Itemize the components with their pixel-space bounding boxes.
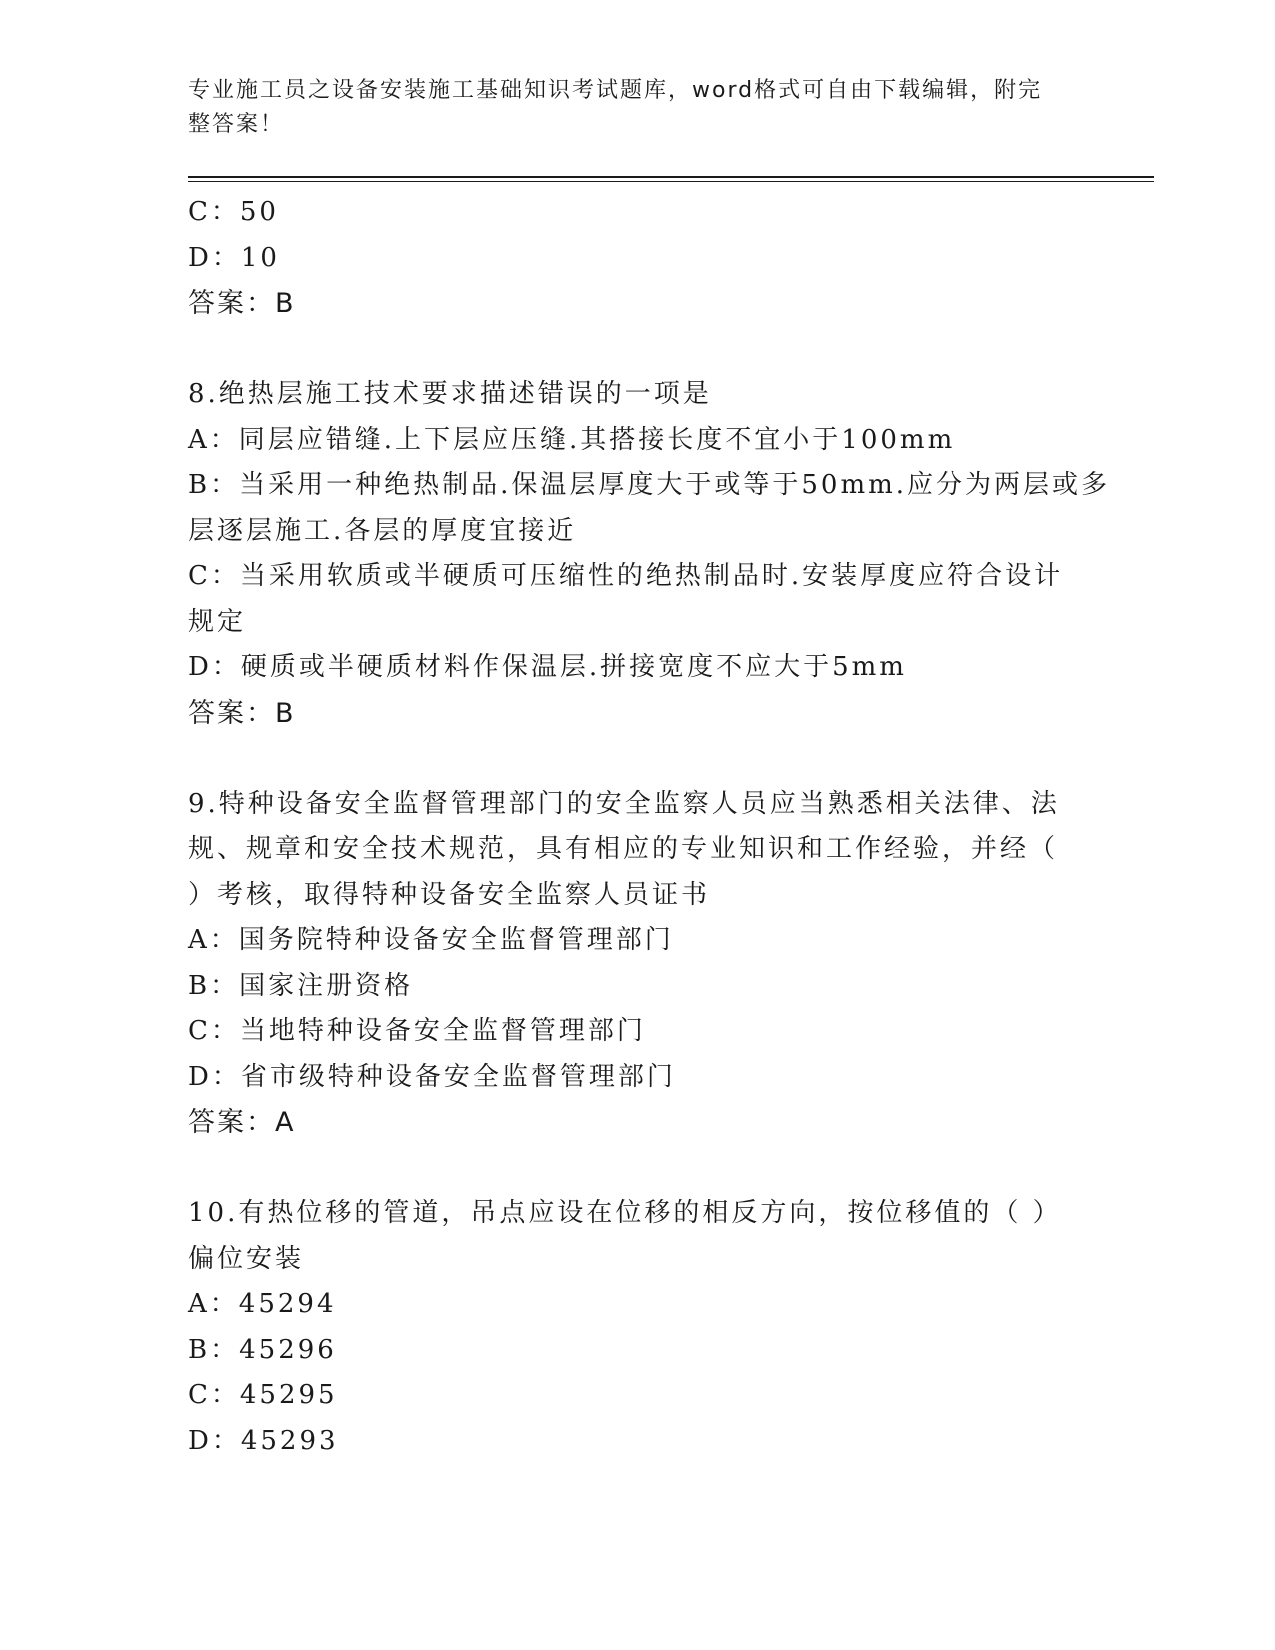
option-c: C：45295 (188, 1380, 338, 1410)
header-rule-thin (188, 181, 1154, 182)
option-b: B：国家注册资格 (188, 970, 414, 1001)
option-d: D：10 (188, 242, 280, 273)
question-stem: 10.有热位移的管道，吊点应设在位移的相反方向，按位移值的（ ） (188, 1198, 1062, 1228)
header-line-2: 整答案！ (188, 112, 285, 137)
option-c: C：50 (188, 197, 279, 227)
question-stem: 8.绝热层施工技术要求描述错误的一项是 (188, 379, 712, 409)
spacer (188, 736, 1088, 782)
spacer (188, 327, 1088, 373)
option-d: D：硬质或半硬质材料作保温层.拼接宽度不应大于5mm (188, 652, 907, 682)
option-c: C：当地特种设备安全监督管理部门 (188, 1016, 646, 1046)
option-b: B：当采用一种绝热制品.保温层厚度大于或等于50mm.应分为两层或多 (188, 470, 1111, 500)
document-header (188, 74, 1068, 142)
answer: 答案：B (188, 697, 296, 729)
question-8 (188, 372, 1111, 736)
question-stem-continued: 偏位安装 (188, 1243, 305, 1274)
question-stem-continued: ）考核，取得特种设备安全监察人员证书 (188, 879, 711, 910)
header-line-1: 专业施工员之设备安装施工基础知识考试题库，word格式可自由下载编辑，附完 (188, 78, 1043, 103)
option-c-continued: 规定 (188, 606, 247, 637)
option-a: A：国务院特种设备安全监督管理部门 (188, 925, 674, 955)
question-9 (188, 782, 1088, 1146)
previous-question (188, 190, 1088, 327)
option-b-continued: 层逐层施工.各层的厚度宜接近 (188, 515, 577, 546)
option-d: D：省市级特种设备安全监督管理部门 (188, 1061, 676, 1092)
answer: 答案：B (188, 288, 296, 319)
spacer (188, 1146, 1088, 1192)
option-d: D：45293 (188, 1425, 339, 1456)
option-a: A：同层应错缝.上下层应压缝.其搭接长度不宜小于100mm (188, 424, 956, 455)
question-stem: 9.特种设备安全监督管理部门的安全监察人员应当熟悉相关法律、法 (188, 788, 1060, 819)
question-stem-continued: 规、规章和安全技术规范，具有相应的专业知识和工作经验，并经（ (188, 834, 1059, 864)
header-rule-thick (188, 176, 1154, 178)
option-a: A：45294 (188, 1289, 337, 1319)
option-c: C：当采用软质或半硬质可压缩性的绝热制品时.安装厚度应符合设计 (188, 561, 1064, 591)
option-b: B：45296 (188, 1334, 337, 1365)
question-10 (188, 1191, 1088, 1464)
answer: 答案：A (188, 1107, 296, 1138)
question-content (188, 190, 1111, 1464)
